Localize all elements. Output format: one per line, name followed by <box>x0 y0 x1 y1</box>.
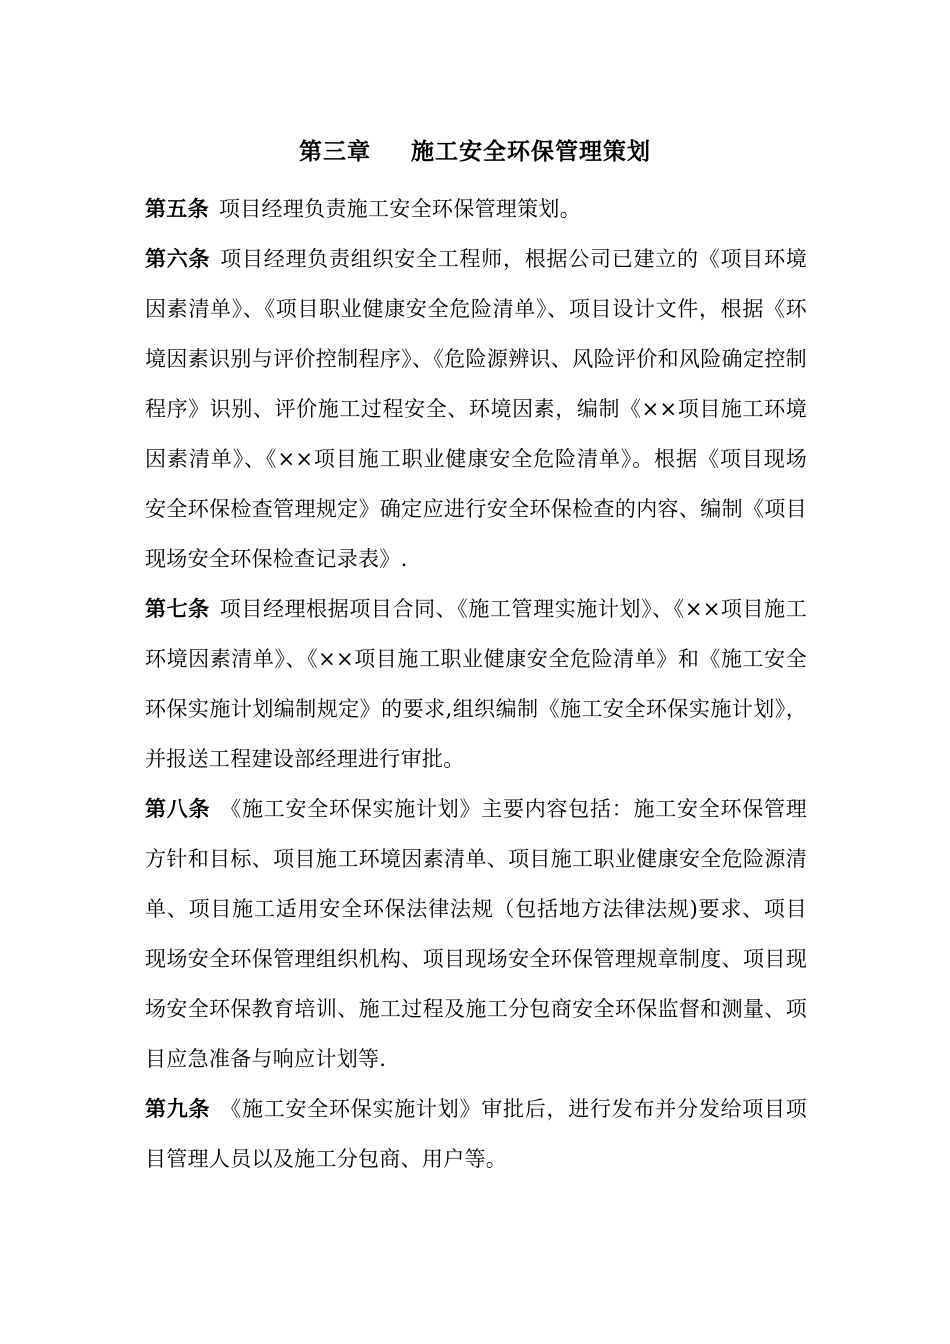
article-text: 项目经理负责施工安全环保管理策划。 <box>218 197 582 221</box>
article-label: 第五条 <box>145 196 209 221</box>
chapter-number: 第三章 <box>299 138 371 165</box>
article-label: 第七条 <box>145 596 210 621</box>
article-text: 《施工安全环保实施计划》主要内容包括：施工安全环保管理方针和目标、项目施工环境因素清单、项目施工职业健康安全危险源清单、项目施工适用安全环保法律法规（包括地方法律法规)要求、项目现场安全环保管理组织机构、项目现场安全环保管理规章制度、项目现场安全环保教育培训、施工过程及施工分包商安全环保监督和测量、项目应急准备与响应计划等. <box>145 797 807 1071</box>
chapter-title: 施工安全环保管理策划 <box>411 138 651 165</box>
article-text: 项目经理根据项目合同、《施工管理实施计划》、《××项目施工环境因素清单》、《××项目施工职业健康安全危险清单》和《施工安全环保实施计划编制规定》的要求,组织编制《施工安全环保实施计划》，并报送工程建设部经理进行审批。 <box>145 597 808 771</box>
document-body <box>145 184 807 1184</box>
article-label: 第九条 <box>145 1096 211 1121</box>
article-7 <box>145 584 807 784</box>
article-label: 第八条 <box>145 796 211 821</box>
chapter-heading <box>0 136 950 168</box>
article-8 <box>145 784 807 1084</box>
article-label: 第六条 <box>145 246 211 271</box>
article-text: 《施工安全环保实施计划》审批后，进行发布并分发给项目项目管理人员以及施工分包商、用户等。 <box>145 1097 807 1171</box>
article-text: 项目经理负责组织安全工程师，根据公司已建立的《项目环境因素清单》、《项目职业健康安全危险清单》、项目设计文件，根据《环境因素识别与评价控制程序》、《危险源辨识、风险评价和风险确定控制程序》识别、评价施工过程安全、环境因素，编制《××项目施工环境因素清单》、《××项目施工职业健康安全危险清单》。根据《项目现场安全环保检查管理规定》确定应进行安全环保检查的内容、编制《项目现场安全环保检查记录表》. <box>145 247 807 571</box>
article-5 <box>145 184 807 234</box>
article-6 <box>145 234 807 584</box>
article-9 <box>145 1084 807 1184</box>
